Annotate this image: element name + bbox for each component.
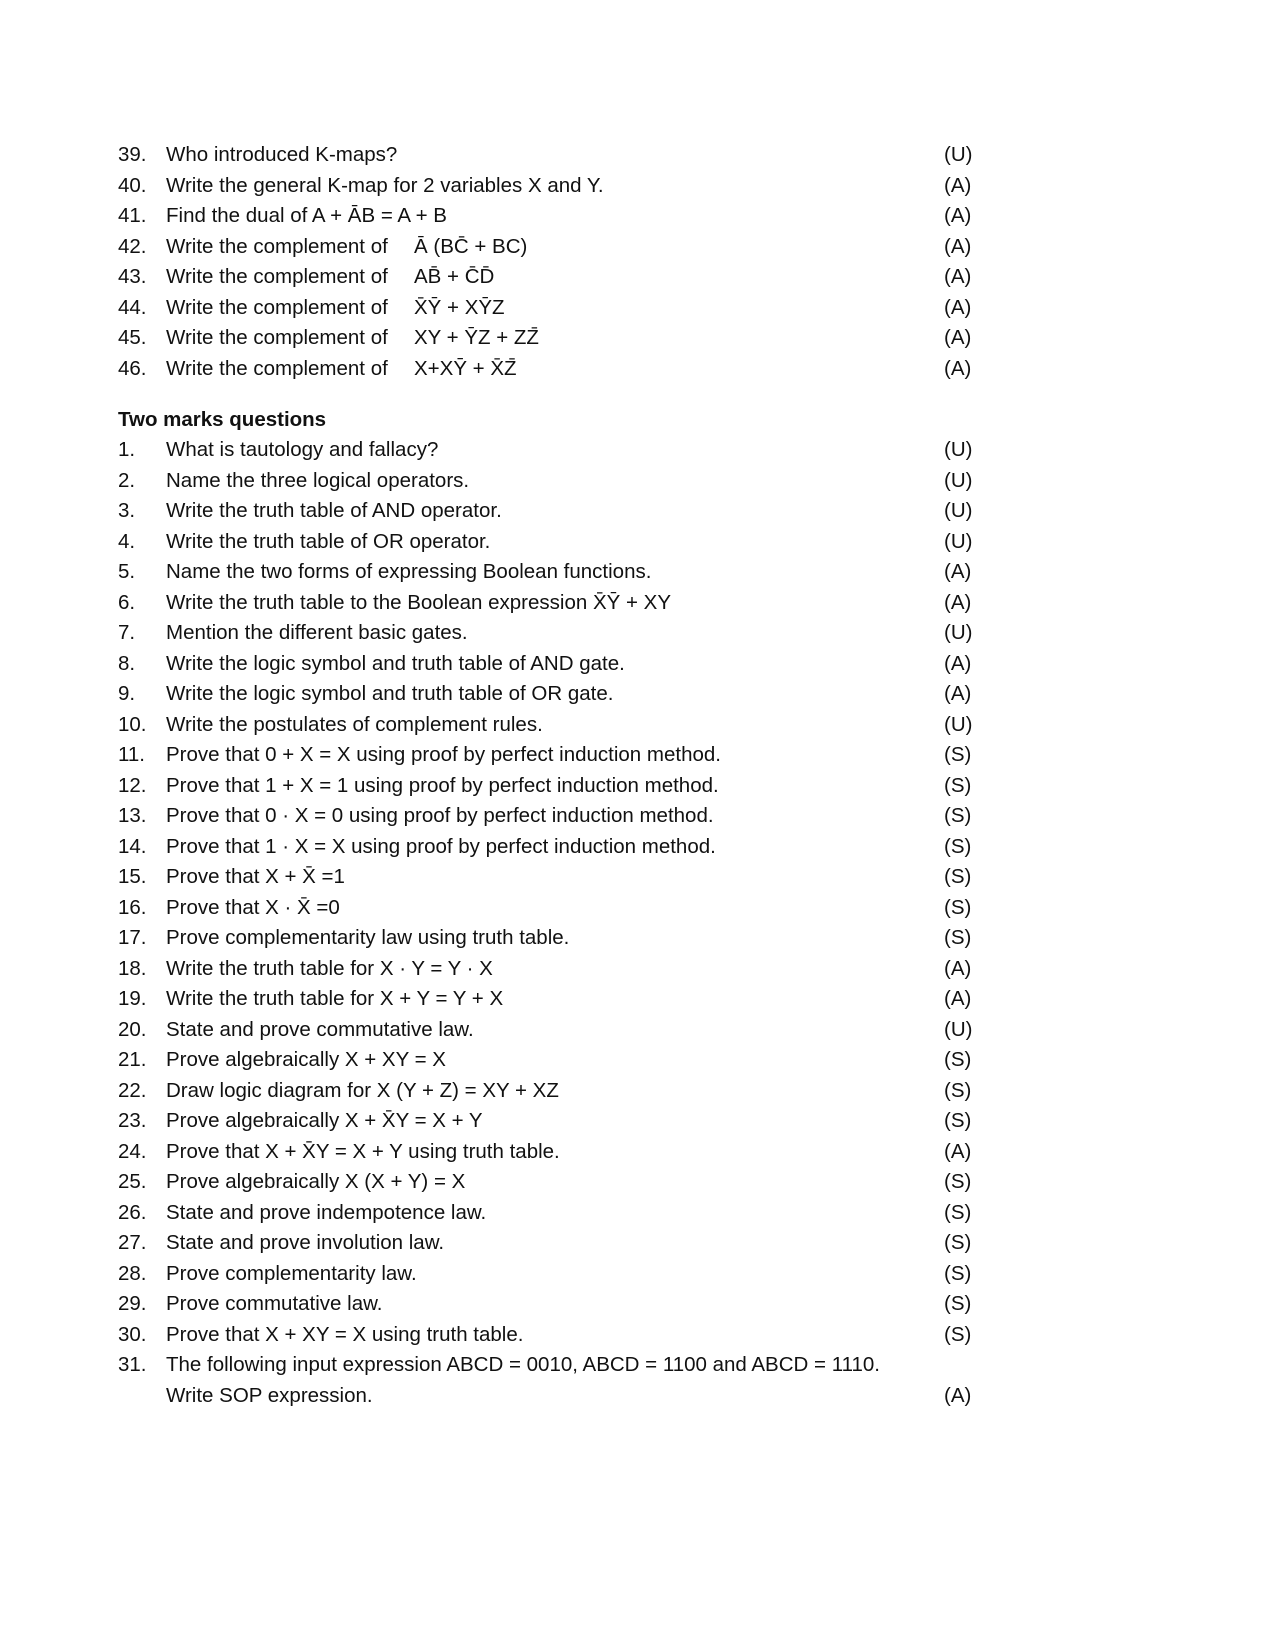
- question-number: 25.: [118, 1170, 147, 1193]
- cognitive-level-tag: (S): [944, 1200, 972, 1224]
- cognitive-level-tag: (U): [944, 1017, 973, 1041]
- question-row: [118, 140, 978, 170]
- cognitive-level-tag: (U): [944, 529, 973, 553]
- cognitive-level-tag: (S): [944, 926, 972, 949]
- cognitive-level-tag: (A): [944, 682, 972, 705]
- cognitive-level-tag: (S): [944, 895, 972, 919]
- question-number: 14.: [118, 834, 147, 858]
- question-number: 19.: [118, 987, 147, 1010]
- cognitive-level-tag: (A): [944, 956, 972, 980]
- question-row: [118, 527, 978, 557]
- cognitive-level-tag: (A): [944, 1139, 972, 1163]
- question-row: [118, 293, 978, 323]
- cognitive-level-tag: (A): [944, 560, 972, 583]
- question-text: Write the complement of: [166, 265, 388, 288]
- cognitive-level-tag: (A): [944, 987, 972, 1010]
- question-text: Prove commutative law.: [166, 1292, 383, 1315]
- question-text: Write the truth table of AND operator.: [166, 499, 502, 522]
- question-row: [118, 354, 978, 384]
- question-text: Prove that 1 + X = 1 using proof by perfect induction method.: [166, 773, 719, 797]
- question-row: [118, 893, 978, 923]
- cognitive-level-tag: (A): [944, 173, 972, 197]
- question-text: Draw logic diagram for X (Y + Z) = XY + XZ: [166, 1078, 559, 1102]
- cognitive-level-tag: (U): [944, 712, 973, 736]
- question-number: 8.: [118, 651, 136, 675]
- question-number: 26.: [118, 1200, 147, 1224]
- question-row: [118, 1228, 978, 1258]
- question-row: [118, 323, 978, 353]
- question-row: [118, 801, 978, 831]
- cognitive-level-tag: (S): [944, 1109, 972, 1132]
- question-number: 1.: [118, 438, 136, 461]
- question-text: State and prove involution law.: [166, 1231, 445, 1254]
- question-text: Prove algebraically X + X̄Y = X + Y: [166, 1109, 483, 1132]
- question-row: [118, 201, 978, 231]
- question-text: Prove that 0 · X = 0 using proof by perfect induction method.: [166, 804, 714, 827]
- cognitive-level-tag: (U): [944, 438, 973, 461]
- question-text: Write the truth table of OR operator.: [166, 529, 491, 553]
- boolean-expression: X+XȲ + X̄Z̄: [414, 356, 517, 380]
- question-text: Prove that X · X̄ =0: [166, 895, 340, 919]
- question-number: 22.: [118, 1078, 147, 1102]
- cognitive-level-tag: (U): [944, 499, 973, 522]
- question-row: [118, 1076, 978, 1106]
- cognitive-level-tag: (S): [944, 773, 972, 797]
- question-row: [118, 1137, 978, 1167]
- question-row: [118, 771, 978, 801]
- cognitive-level-tag: (U): [944, 143, 973, 166]
- question-row: [118, 618, 978, 648]
- question-text: Who introduced K-maps?: [166, 143, 398, 166]
- cognitive-level-tag: (A): [944, 1383, 972, 1407]
- question-text: The following input expression ABCD = 0010, ABCD = 1100 and ABCD = 1110.: [166, 1353, 880, 1376]
- question-text: State and prove commutative law.: [166, 1017, 474, 1041]
- question-text: Prove that X + X̄Y = X + Y using truth table.: [166, 1139, 560, 1163]
- question-row: [118, 557, 978, 587]
- cognitive-level-tag: (A): [944, 295, 972, 319]
- question-number: 27.: [118, 1231, 147, 1254]
- cognitive-level-tag: (S): [944, 1231, 972, 1254]
- question-number: 40.: [118, 173, 147, 197]
- cognitive-level-tag: (S): [944, 1292, 972, 1315]
- question-text: Prove complementarity law using truth table.: [166, 926, 570, 949]
- question-number: 46.: [118, 356, 147, 380]
- cognitive-level-tag: (S): [944, 865, 972, 888]
- cognitive-level-tag: (U): [944, 621, 973, 644]
- question-number: 11.: [118, 743, 145, 766]
- question-text: Name the three logical operators.: [166, 468, 470, 492]
- question-number: 41.: [118, 204, 147, 227]
- question-row: [118, 1381, 978, 1411]
- question-number: 43.: [118, 265, 147, 288]
- question-text: State and prove indempotence law.: [166, 1200, 487, 1224]
- question-text: Write SOP expression.: [166, 1383, 373, 1407]
- cognitive-level-tag: (A): [944, 204, 972, 227]
- question-row: [118, 862, 978, 892]
- question-text: What is tautology and fallacy?: [166, 438, 439, 461]
- question-text: Write the general K-map for 2 variables X and Y.: [166, 173, 604, 197]
- question-text: Prove that 1 · X = X using proof by perfect induction method.: [166, 834, 716, 858]
- cognitive-level-tag: (A): [944, 265, 972, 288]
- question-text: Write the truth table for X · Y = Y · X: [166, 956, 493, 980]
- cognitive-level-tag: (S): [944, 834, 972, 858]
- question-number: 16.: [118, 895, 147, 919]
- question-number: 39.: [118, 143, 147, 166]
- question-text: Write the postulates of complement rules.: [166, 712, 543, 736]
- question-number: 29.: [118, 1292, 147, 1315]
- boolean-expression: Ā (BC̄ + BC): [414, 234, 528, 258]
- question-number: 6.: [118, 590, 136, 614]
- cognitive-level-tag: (S): [944, 1170, 972, 1193]
- question-row: [118, 740, 978, 770]
- question-number: 42.: [118, 234, 147, 258]
- section-heading: Two marks questions: [118, 408, 327, 431]
- cognitive-level-tag: (S): [944, 1322, 972, 1346]
- question-row: [118, 171, 978, 201]
- question-text: Prove algebraically X (X + Y) = X: [166, 1170, 466, 1193]
- question-row: [118, 923, 978, 953]
- cognitive-level-tag: (A): [944, 326, 972, 349]
- question-number: 10.: [118, 712, 147, 736]
- question-row: [118, 954, 978, 984]
- question-row: [118, 466, 978, 496]
- question-number: 3.: [118, 499, 136, 522]
- question-row: [118, 588, 978, 618]
- question-number: 4.: [118, 529, 136, 553]
- question-number: 9.: [118, 682, 136, 705]
- cognitive-level-tag: (U): [944, 468, 973, 492]
- question-text: Write the complement of: [166, 326, 388, 349]
- question-text: Prove complementarity law.: [166, 1261, 417, 1285]
- question-text: Write the logic symbol and truth table of OR gate.: [166, 682, 614, 705]
- question-text: Prove that 0 + X = X using proof by perfect induction method.: [166, 743, 721, 766]
- cognitive-level-tag: (A): [944, 590, 972, 614]
- question-number: 17.: [118, 926, 147, 949]
- question-row: [118, 1259, 978, 1289]
- question-number: 7.: [118, 621, 136, 644]
- question-text: Write the truth table for X + Y = Y + X: [166, 987, 504, 1010]
- question-row: [118, 649, 978, 679]
- question-row: [118, 262, 978, 292]
- cognitive-level-tag: (S): [944, 1048, 972, 1071]
- question-number: 44.: [118, 295, 147, 319]
- question-row: [118, 496, 978, 526]
- boolean-expression: X̄Ȳ + XȲZ: [414, 295, 505, 319]
- question-text: Write the complement of: [166, 356, 388, 380]
- question-number: 2.: [118, 468, 136, 492]
- question-number: 12.: [118, 773, 147, 797]
- cognitive-level-tag: (A): [944, 356, 972, 380]
- question-text: Prove that X + X̄ =1: [166, 865, 345, 888]
- question-number: 21.: [118, 1048, 147, 1071]
- question-row: [118, 710, 978, 740]
- question-row: [118, 1320, 978, 1350]
- question-row: [118, 435, 978, 465]
- question-text: Prove algebraically X + XY = X: [166, 1048, 446, 1071]
- question-row: [118, 679, 978, 709]
- cognitive-level-tag: (S): [944, 743, 972, 766]
- question-row: [118, 1045, 978, 1075]
- question-text: Write the logic symbol and truth table of AND gate.: [166, 651, 625, 675]
- cognitive-level-tag: (S): [944, 1078, 972, 1102]
- boolean-expression: AB̄ + C̄D̄: [414, 265, 495, 288]
- question-row: [118, 1289, 978, 1319]
- question-number: 23.: [118, 1109, 147, 1132]
- question-number: 5.: [118, 560, 136, 583]
- question-row: [118, 1015, 978, 1045]
- question-row: [118, 1198, 978, 1228]
- question-row: [118, 832, 978, 862]
- question-row: [118, 1350, 978, 1380]
- question-number: 28.: [118, 1261, 147, 1285]
- question-number: 18.: [118, 956, 147, 980]
- question-number: 15.: [118, 865, 147, 888]
- question-text: Mention the different basic gates.: [166, 621, 468, 644]
- question-row: [118, 232, 978, 262]
- question-text: Find the dual of A + ĀB = A + B: [166, 204, 447, 227]
- question-row: [118, 1106, 978, 1136]
- question-row: [118, 1167, 978, 1197]
- question-number: 24.: [118, 1139, 147, 1163]
- question-row: [118, 984, 978, 1014]
- question-text: Name the two forms of expressing Boolean functions.: [166, 560, 652, 583]
- question-number: 31.: [118, 1353, 147, 1376]
- question-number: 30.: [118, 1322, 147, 1346]
- cognitive-level-tag: (A): [944, 234, 972, 258]
- cognitive-level-tag: (S): [944, 804, 972, 827]
- cognitive-level-tag: (A): [944, 651, 972, 675]
- question-text: Write the complement of: [166, 295, 388, 319]
- question-text: Write the truth table to the Boolean expression X̄Ȳ + XY: [166, 590, 672, 614]
- question-number: 13.: [118, 804, 147, 827]
- question-number: 20.: [118, 1017, 147, 1041]
- boolean-expression: XY + ȲZ + ZZ̄: [414, 326, 539, 349]
- question-text: Write the complement of: [166, 234, 388, 258]
- cognitive-level-tag: (S): [944, 1261, 972, 1285]
- question-number: 45.: [118, 326, 147, 349]
- question-text: Prove that X + XY = X using truth table.: [166, 1322, 524, 1346]
